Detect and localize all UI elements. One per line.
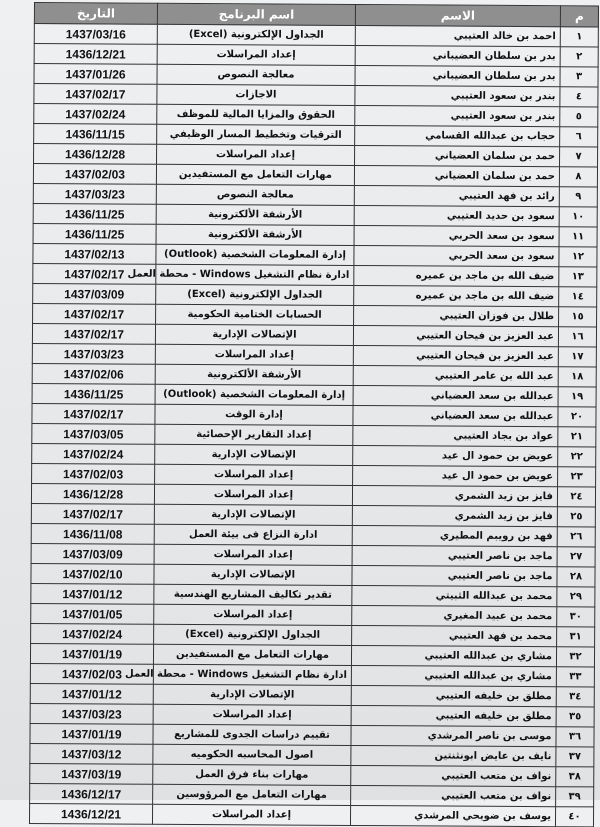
name-cell: فايز بن زيد الشمري [352,505,557,526]
date-cell: 1437/02/06 [32,363,155,384]
row-number-cell: ١٢ [559,247,597,267]
row-number-cell: ١٥ [559,307,597,327]
program-cell: تقدير تكاليف المشاريع الهندسية [154,584,352,605]
row-number-cell: ٣٩ [556,787,594,807]
row-number-cell: ٢٢ [558,447,596,467]
header-program: اسم البرنامج [157,3,355,25]
row-number-cell: ٢٥ [557,507,595,527]
program-cell: معالجة النصوص [157,64,355,85]
row-number-cell: ٣٣ [556,667,594,687]
row-number-cell: ٢٩ [557,587,595,607]
row-number-cell: ١٣ [559,267,597,287]
program-cell: مهارات بناء فرق العمل [153,764,351,785]
date-cell: 1437/03/05 [32,423,155,444]
name-cell: عبدالله بن سعد العضياني [353,405,558,426]
name-cell: عبدالله بن سعد العضياني [353,385,558,406]
row-number-cell: ١٠ [559,207,597,227]
date-cell: 1437/01/12 [30,683,153,704]
date-cell: 1437/02/24 [32,443,155,464]
row-number-cell: ٣٢ [556,647,594,667]
row-number-cell: ٢٨ [557,567,595,587]
program-cell: إعداد المراسلات [155,464,353,485]
name-cell: حمد بن سلمان العضياني [355,145,560,166]
name-cell: سعود بن حديد العتيبي [354,205,559,226]
program-cell: مهارات التعامل مع المرؤوسين [153,784,351,805]
program-cell: مهارات التعامل مع المستفيدين [153,644,351,665]
date-cell: 1436/11/25 [32,383,155,404]
name-cell: ماجد بن ناصر العتيبي [352,565,557,586]
name-cell: محمد بن فهد العتيبي [352,625,557,646]
program-cell: إدارة المعلومات الشخصية (Outlook) [155,384,353,405]
name-cell: نايف بن عايض ابونثنتين [351,745,556,766]
date-cell: 1437/02/03 [33,164,156,185]
row-number-cell: ٤ [560,87,598,107]
date-cell: 1437/01/19 [30,723,153,744]
date-cell: 1436/11/15 [34,124,157,145]
name-cell: ضيف الله بن ماجد بن عميره [354,265,559,286]
date-cell: 1436/12/28 [31,483,154,504]
row-number-cell: ٢٧ [557,547,595,567]
row-number-cell: ٦ [560,127,598,147]
name-cell: بدر بن سلطان العضيباني [355,65,560,86]
date-cell: 1437/02/17 [33,263,156,284]
program-cell: إعداد المراسلات [157,144,355,165]
date-cell: 1437/03/09 [33,283,156,304]
name-cell: عويض بن حمود ال عيد [353,465,558,486]
row-number-cell: ٣٨ [556,767,594,787]
program-cell: الأرشفة الألكترونية [156,204,354,225]
program-cell: الجداول الإلكترونية (Excel) [157,24,355,45]
row-number-cell: ٣٧ [556,747,594,767]
row-number-cell: ٣١ [557,627,595,647]
row-number-cell: ٢٦ [557,527,595,547]
name-cell: مشاري بن عبدالله العتيبي [351,645,556,666]
row-number-cell: ٢٣ [558,467,596,487]
name-cell: ماجد بن ناصر العتيبي [352,545,557,566]
row-number-cell: ١٨ [558,367,596,387]
program-cell: ادارة النزاع فى بيئة العمل [154,524,352,545]
row-number-cell: ٣٤ [556,687,594,707]
date-cell: 1437/03/23 [32,343,155,364]
name-cell: يوسف بن ضويحي المرشدي [350,805,555,826]
program-cell: معالجة النصوص [156,184,354,205]
row-number-cell: ٢٠ [558,407,596,427]
date-cell: 1436/12/28 [34,144,157,165]
program-cell: الحسابات الختامية الحكومية [156,304,354,325]
date-cell: 1437/02/13 [33,243,156,264]
date-cell: 1437/02/24 [31,623,154,644]
date-cell: 1437/03/16 [34,24,157,45]
date-cell: 1437/03/12 [30,743,153,764]
program-cell: إعداد المراسلات [152,804,350,825]
program-cell: الإتصالات الإدارية [155,324,353,345]
date-cell: 1437/02/17 [34,84,157,105]
program-cell: ادارة نظام التشغيل Windows - محطة العمل [153,664,351,685]
program-cell: إدارة الوقت [155,404,353,425]
program-cell: إعداد المراسلات [157,44,355,65]
date-cell: 1437/02/17 [32,403,155,424]
row-number-cell: ٣٥ [556,707,594,727]
program-cell: الإتصالات الإدارية [154,564,352,585]
row-number-cell: ٢٤ [557,487,595,507]
name-cell: نواف بن متعب العتيبي [351,785,556,806]
program-cell: إعداد المراسلات [155,344,353,365]
date-cell: 1437/02/17 [33,303,156,324]
header-name: الاسم [355,4,560,26]
program-cell: إدارة المعلومات الشخصية (Outlook) [156,244,354,265]
row-number-cell: ٢ [560,47,598,67]
name-cell: عبد العزيز بن فيحان العتيبي [353,325,558,346]
name-cell: مطلق بن خليفه العتيبي [351,685,556,706]
date-cell: 1437/03/23 [30,703,153,724]
program-cell: إعداد المراسلات [153,704,351,725]
document-sheet [29,2,598,827]
date-cell: 1437/03/09 [31,543,154,564]
name-cell: احمد بن خالد العتيبي [355,25,560,46]
program-cell: الأرشفة الألكترونية [155,364,353,385]
program-cell: إعداد التقارير الإحصائية [155,424,353,445]
date-cell: 1437/02/03 [30,663,153,684]
row-number-cell: ١٦ [558,327,596,347]
program-cell: الاجازات [157,84,355,105]
name-cell: نواف بن متعب العتيبي [351,765,556,786]
row-number-cell: ٣٠ [557,607,595,627]
row-number-cell: ١١ [559,227,597,247]
date-cell: 1437/03/19 [30,763,153,784]
name-cell: طلال بن فوزان العتيبي [354,305,559,326]
row-number-cell: ٢١ [558,427,596,447]
date-cell: 1437/01/05 [31,603,154,624]
name-cell: ضيف الله بن ماجد بن عميره [354,285,559,306]
name-cell: عواد بن بجاد العتيبي [353,425,558,446]
program-cell: إعداد المراسلات [154,484,352,505]
date-cell: 1437/01/12 [31,583,154,604]
date-cell: 1436/11/25 [33,223,156,244]
program-cell: مهارات التعامل مع المستفيدين [156,164,354,185]
row-number-cell: ١٤ [559,287,597,307]
name-cell: حجاب بن عبدالله القسامي [355,125,560,146]
header-num: م [560,6,598,27]
name-cell: موسى بن ناصر المرشدي [351,725,556,746]
name-cell: مطلق بن خليفه العتيبي [351,705,556,726]
name-cell: فهد بن رويبم المطيري [352,525,557,546]
name-cell: فايز بن زيد الشمري [352,485,557,506]
name-cell: محمد بن عبدالله الثبيتي [352,585,557,606]
program-cell: ادارة نظام التشغيل Windows - محطة العمل [156,264,354,285]
program-cell: تقييم دراسات الجدوى للمشاريع [153,724,351,745]
date-cell: 1436/12/21 [34,44,157,65]
row-number-cell: ٩ [559,187,597,207]
program-cell: الإتصالات الإدارية [154,504,352,525]
row-number-cell: ٨ [559,167,597,187]
name-cell: حمد بن سلمان العضياني [354,165,559,186]
name-cell: سعود بن سعد الحربي [354,225,559,246]
row-number-cell: ١٩ [558,387,596,407]
date-cell: 1437/02/10 [31,563,154,584]
name-cell: مشاري بن عبدالله العتيبي [351,665,556,686]
name-cell: سعود بن سعد الحربي [354,245,559,266]
row-number-cell: ١ [560,27,598,47]
program-cell: اصول المحاسبه الحكوميه [153,744,351,765]
row-number-cell: ١٧ [558,347,596,367]
date-cell: 1436/12/21 [29,803,152,824]
date-cell: 1437/01/26 [34,64,157,85]
name-cell: بندر بن سعود العتيبي [355,105,560,126]
name-cell: عويض بن حمود ال عيد [353,445,558,466]
row-number-cell: ٥ [560,107,598,127]
table-body [29,24,598,827]
date-cell: 1436/11/08 [31,523,154,544]
program-cell: إعداد المراسلات [154,604,352,625]
program-cell: إعداد المراسلات [154,544,352,565]
date-cell: 1437/02/17 [31,503,154,524]
row-number-cell: ٤٠ [555,807,593,827]
date-cell: 1436/11/25 [33,203,156,224]
program-cell: الحقوق والمزايا المالية للموظف [157,104,355,125]
header-date: التاريخ [34,3,157,25]
name-cell: عبد الله بن عامر العتيبي [353,365,558,386]
name-cell: عبد العزيز بن فيحان العتيبي [353,345,558,366]
program-cell: الترقيات وتخطيط المسار الوظيفي [157,124,355,145]
table-row [29,803,593,826]
row-number-cell: ٣ [560,67,598,87]
date-cell: 1437/02/24 [34,104,157,125]
program-cell: الإتصالات الإدارية [153,684,351,705]
program-cell: الإتصالات الإدارية [155,444,353,465]
program-cell: الأرشفة الألكترونية [156,224,354,245]
name-cell: محمد بن عبيد المغيري [352,605,557,626]
row-number-cell: ٧ [560,147,598,167]
date-cell: 1436/12/17 [30,783,153,804]
name-cell: بندر بن سعود العتيبي [355,85,560,106]
date-cell: 1437/02/17 [32,323,155,344]
name-cell: بدر بن سلطان العضيباني [355,45,560,66]
date-cell: 1437/01/19 [30,643,153,664]
date-cell: 1437/02/03 [32,463,155,484]
row-number-cell: ٣٦ [556,727,594,747]
program-cell: الجداول الإلكترونية (Excel) [154,624,352,645]
program-cell: الجداول الإلكترونية (Excel) [156,284,354,305]
training-table [29,2,599,827]
name-cell: رائد بن فهد العتيبي [354,185,559,206]
date-cell: 1437/03/23 [33,183,156,204]
